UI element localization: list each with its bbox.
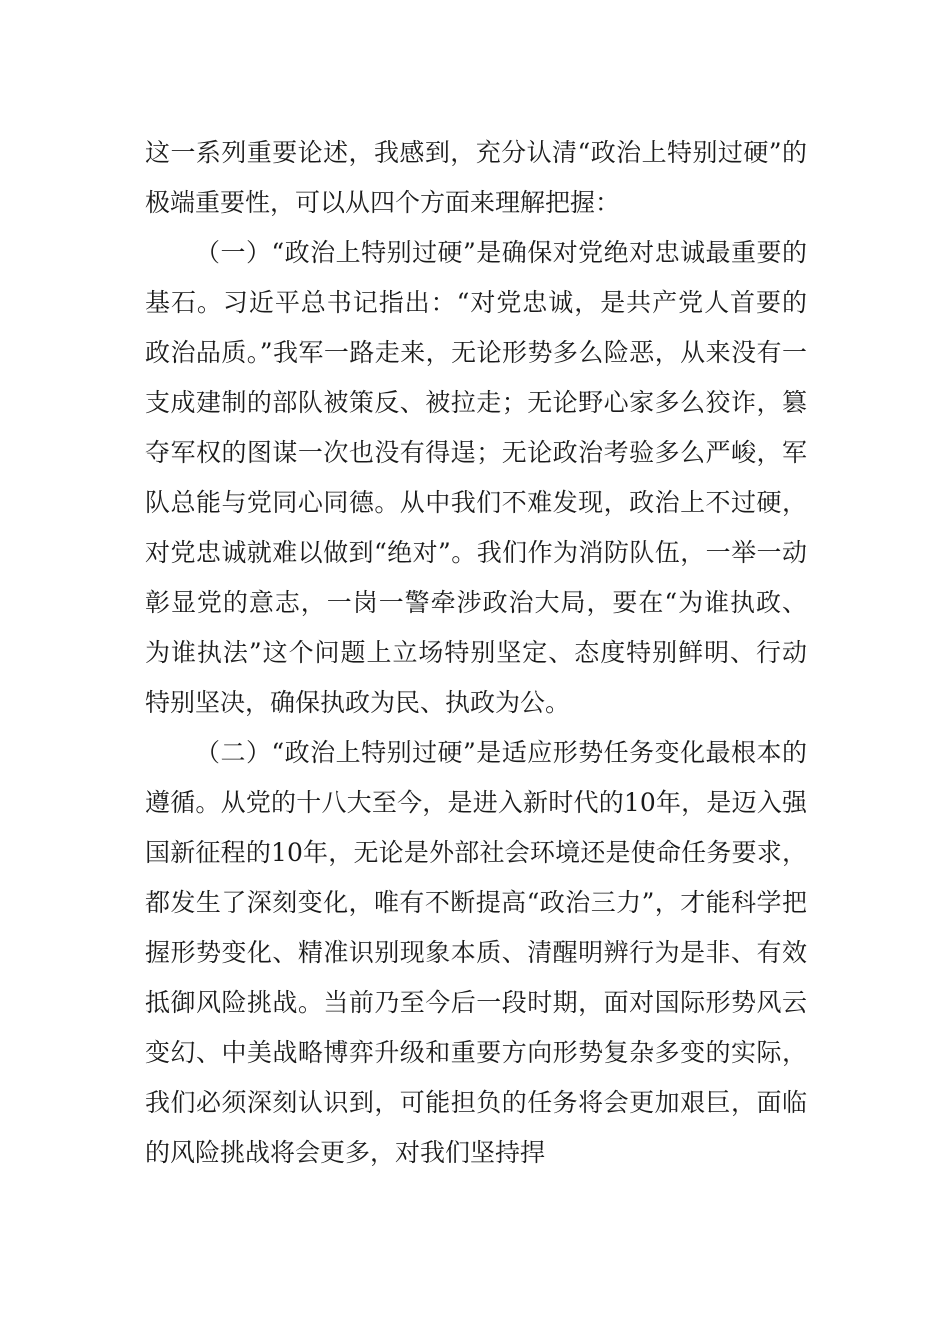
paragraph-point-two: （二）“政治上特别过硬”是适应形势任务变化最根本的遵循。从党的十八大至今，是进入新时代的10年，是迈入强国新征程的10年，无论是外部社会环境还是使命任务要求，都发生了深刻变化，唯有不断提高“政治三力”，才能科学把握形势变化、精准识别现象本质、清醒明辨行为是非、有效抵御风险挑战。当前乃至今后一段时期，面对国际形势风云变幻、中美战略博弈升级和重要方向形势复杂多变的实际，我们必须深刻认识到，可能担负的任务将会更加艰巨，面临的风险挑战将会更多，对我们坚持捍 <box>145 738 807 1167</box>
paragraph-intro: 这一系列重要论述，我感到，充分认清“政治上特别过硬”的极端重要性，可以从四个方面来理解把握： <box>145 138 807 217</box>
document-body <box>145 128 807 1178</box>
paragraph-point-one: （一）“政治上特别过硬”是确保对党绝对忠诚最重要的基石。习近平总书记指出：“对党忠诚，是共产党人首要的政治品质。”我军一路走来，无论形势多么险恶，从来没有一支成建制的部队被策反、被拉走；无论野心家多么狡诈，篡夺军权的图谋一次也没有得逞；无论政治考验多么严峻，军队总能与党同心同德。从中我们不难发现，政治上不过硬，对党忠诚就难以做到“绝对”。我们作为消防队伍，一举一动彰显党的意志，一岗一警牵涉政治大局，要在“为谁执政、为谁执法”这个问题上立场特别坚定、态度特别鲜明、行动特别坚决，确保执政为民、执政为公。 <box>145 238 807 717</box>
